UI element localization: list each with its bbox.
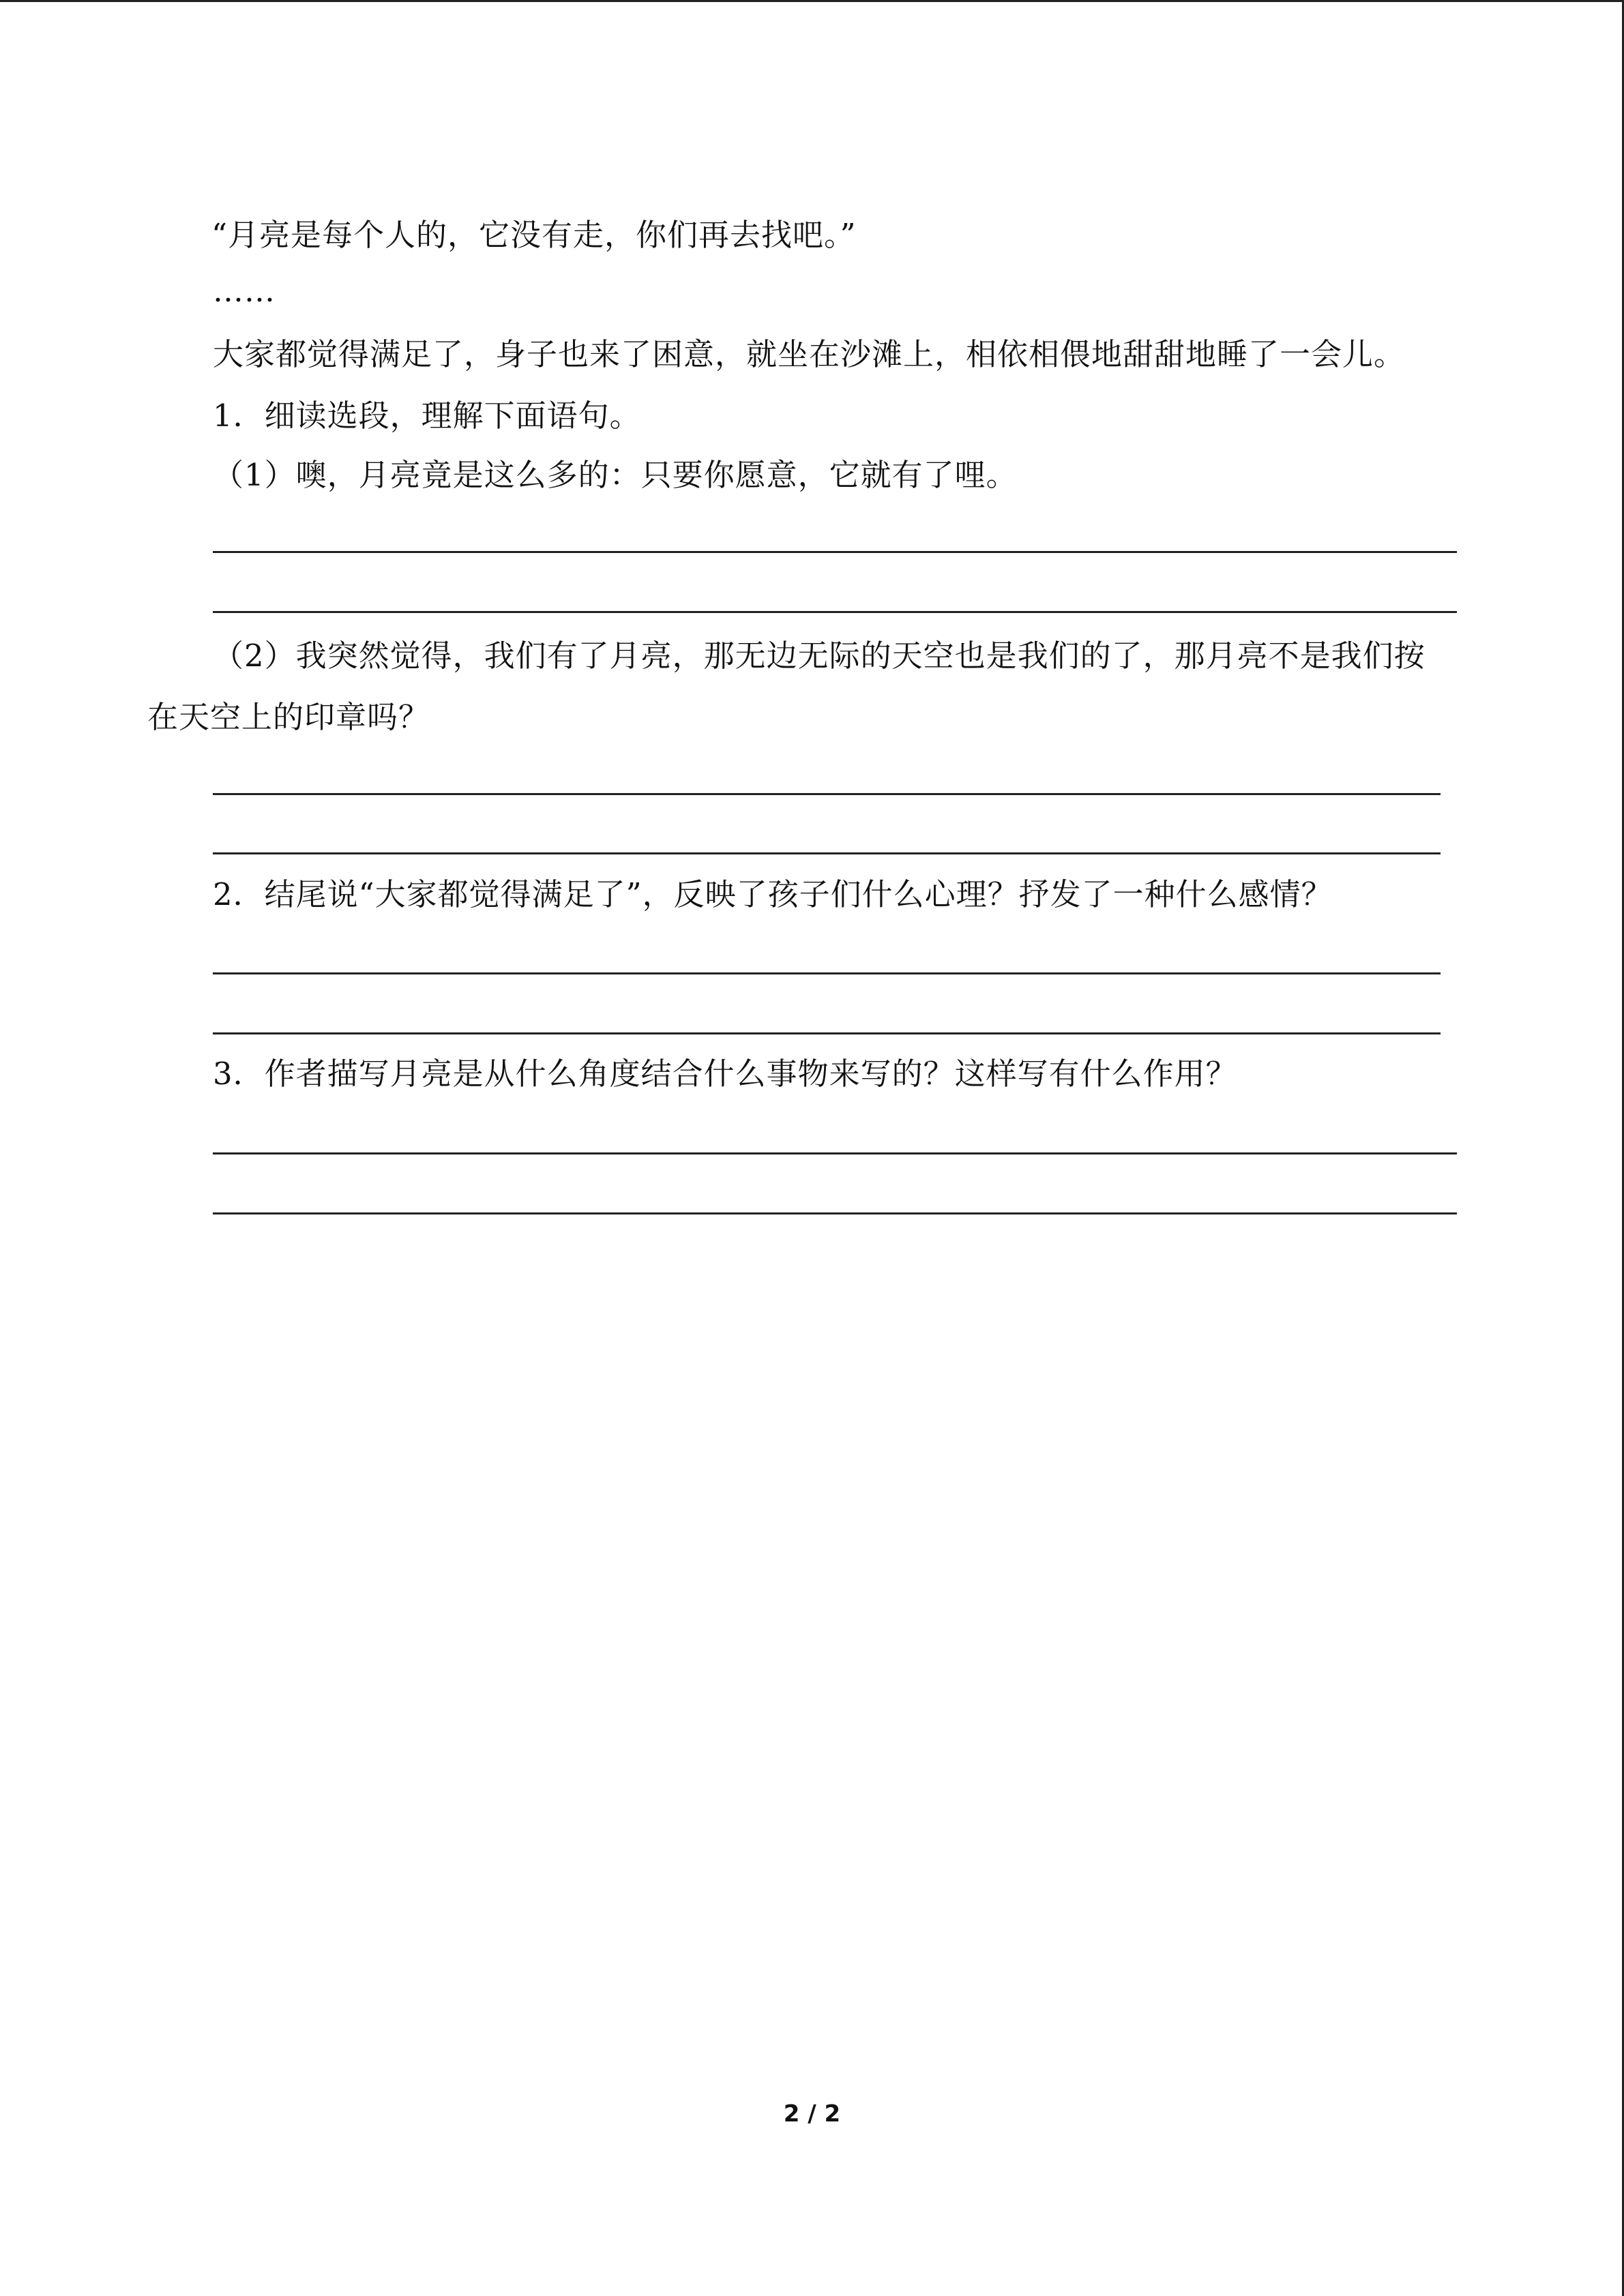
answer-line-q2-a[interactable] <box>213 972 1441 974</box>
answer-line-q3-a[interactable] <box>213 1152 1457 1154</box>
answer-line-q3-b[interactable] <box>213 1212 1457 1214</box>
answer-line-q2-b[interactable] <box>213 1032 1441 1034</box>
passage-closing-line: 大家都觉得满足了，身子也来了困意，就坐在沙滩上，相依相偎地甜甜地睡了一会儿。 <box>213 336 1406 372</box>
answer-line-q1-2a[interactable] <box>213 793 1441 795</box>
question-2: 2．结尾说“大家都觉得满足了”，反映了孩子们什么心理？抒发了一种什么感情？ <box>213 876 1333 912</box>
page-number: 2 / 2 <box>783 2100 841 2128</box>
passage-ellipsis: …… <box>213 273 276 309</box>
answer-line-q1-1b[interactable] <box>213 611 1457 613</box>
question-1-sub-2-line-2: 在天空上的印章吗？ <box>147 699 430 735</box>
question-1-sub-2-line-1: （2）我突然觉得，我们有了月亮，那无边无际的天空也是我们的了，那月亮不是我们按 <box>213 638 1426 674</box>
question-1-heading: 1．细读选段，理解下面语句。 <box>213 398 641 434</box>
question-3: 3．作者描写月亮是从什么角度结合什么事物来写的？这样写有什么作用？ <box>213 1056 1237 1092</box>
passage-quote-line: “月亮是每个人的，它没有走，你们再去找吧。” <box>211 217 857 253</box>
answer-line-q1-2b[interactable] <box>213 852 1441 854</box>
page-border-top <box>0 0 1624 2</box>
question-1-sub-1: （1）噢，月亮竟是这么多的：只要你愿意，它就有了哩。 <box>213 457 1018 493</box>
answer-line-q1-1a[interactable] <box>213 551 1457 553</box>
